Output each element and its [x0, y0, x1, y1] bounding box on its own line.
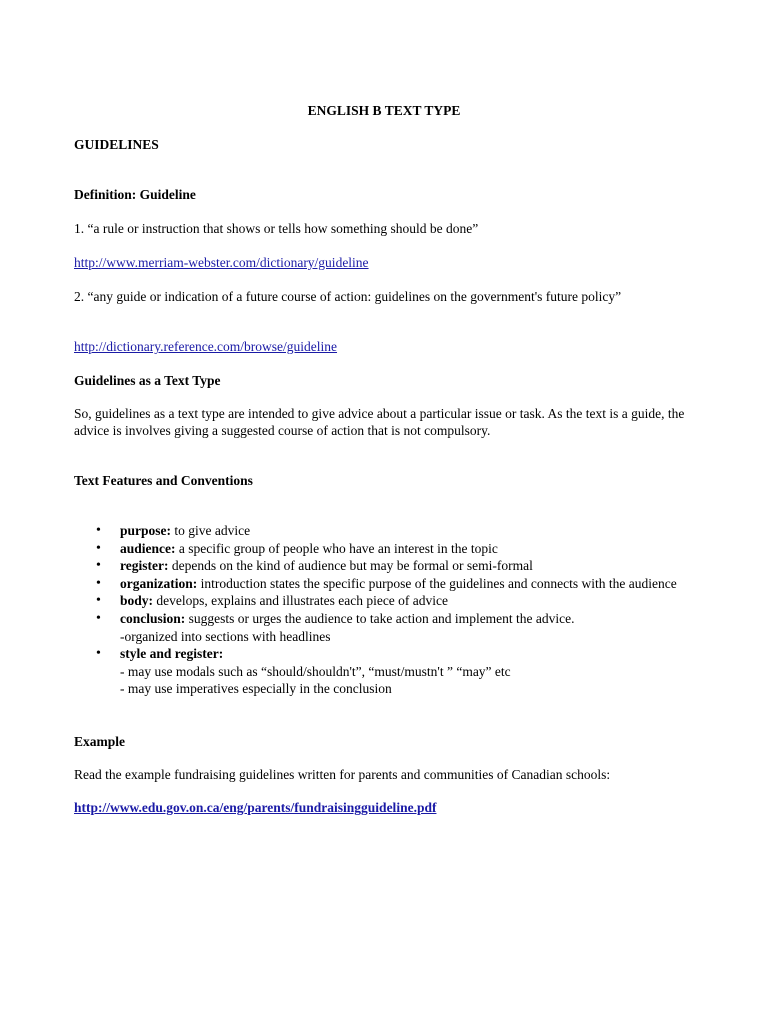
bullet-icon: • — [96, 558, 101, 574]
feature-term: conclusion: — [120, 610, 186, 626]
dictionary-reference-link[interactable]: http://dictionary.reference.com/browse/guideline — [74, 339, 338, 354]
example-paragraph: Read the example fundraising guidelines written for parents and communities of Canadian schools: — [74, 767, 611, 782]
features-heading: Text Features and Conventions — [74, 473, 253, 488]
section-heading-guidelines: GUIDELINES — [74, 137, 159, 152]
feature-subline: - may use imperatives especially in the conclusion — [120, 681, 392, 697]
feature-item — [0, 540, 700, 558]
bullet-icon: • — [96, 523, 101, 538]
definition-2: 2. “any guide or indication of a future course of action: guidelines on the government's future policy” — [74, 289, 622, 304]
feature-description: to give advice — [171, 523, 251, 538]
text-type-paragraph: So, guidelines as a text type are intended to give advice about a particular issue or task. As the text is a guide, the advice is involves giving a suggested course of action that is not compulsory. — [74, 406, 685, 438]
definition-1: 1. “a rule or instruction that shows or tells how something should be done” — [74, 221, 479, 236]
feature-term: register: — [120, 558, 169, 574]
document-title: ENGLISH B TEXT TYPE — [307, 103, 461, 118]
feature-item — [0, 645, 700, 698]
merriam-webster-link[interactable]: http://www.merriam-webster.com/dictionary/guideline — [74, 255, 369, 270]
bullet-icon: • — [96, 593, 101, 609]
feature-item — [0, 522, 700, 540]
example-heading: Example — [74, 734, 126, 749]
feature-item — [0, 610, 700, 645]
feature-item — [0, 575, 700, 593]
feature-description: depends on the kind of audience but may be formal or semi-formal — [168, 558, 533, 574]
feature-description: introduction states the specific purpose of the guidelines and connects with the audience — [197, 575, 677, 591]
feature-term: purpose: — [120, 523, 172, 538]
fundraising-guideline-link[interactable]: http://www.edu.gov.on.ca/eng/parents/fundraisingguideline.pdf — [74, 800, 437, 815]
definition-heading: Definition: Guideline — [74, 187, 196, 202]
feature-term: organization: — [120, 575, 198, 591]
feature-description: suggests or urges the audience to take action and implement the advice. — [185, 610, 575, 626]
feature-subline: - may use modals such as “should/shouldn't”, “must/mustn't ” “may” etc — [120, 663, 511, 679]
feature-term: style and register: — [120, 646, 224, 662]
feature-term: body: — [120, 593, 154, 609]
feature-item — [0, 592, 700, 610]
feature-description: a specific group of people who have an interest in the topic — [175, 540, 498, 556]
bullet-icon: • — [96, 540, 101, 556]
feature-description: develops, explains and illustrates each piece of advice — [153, 593, 449, 609]
bullet-icon: • — [96, 610, 101, 626]
bullet-icon: • — [96, 646, 101, 662]
feature-term: audience: — [120, 540, 176, 556]
text-type-heading: Guidelines as a Text Type — [74, 373, 221, 388]
feature-item — [0, 557, 700, 575]
features-list — [0, 522, 700, 698]
feature-subline: -organized into sections with headlines — [120, 628, 331, 644]
bullet-icon: • — [96, 575, 101, 591]
